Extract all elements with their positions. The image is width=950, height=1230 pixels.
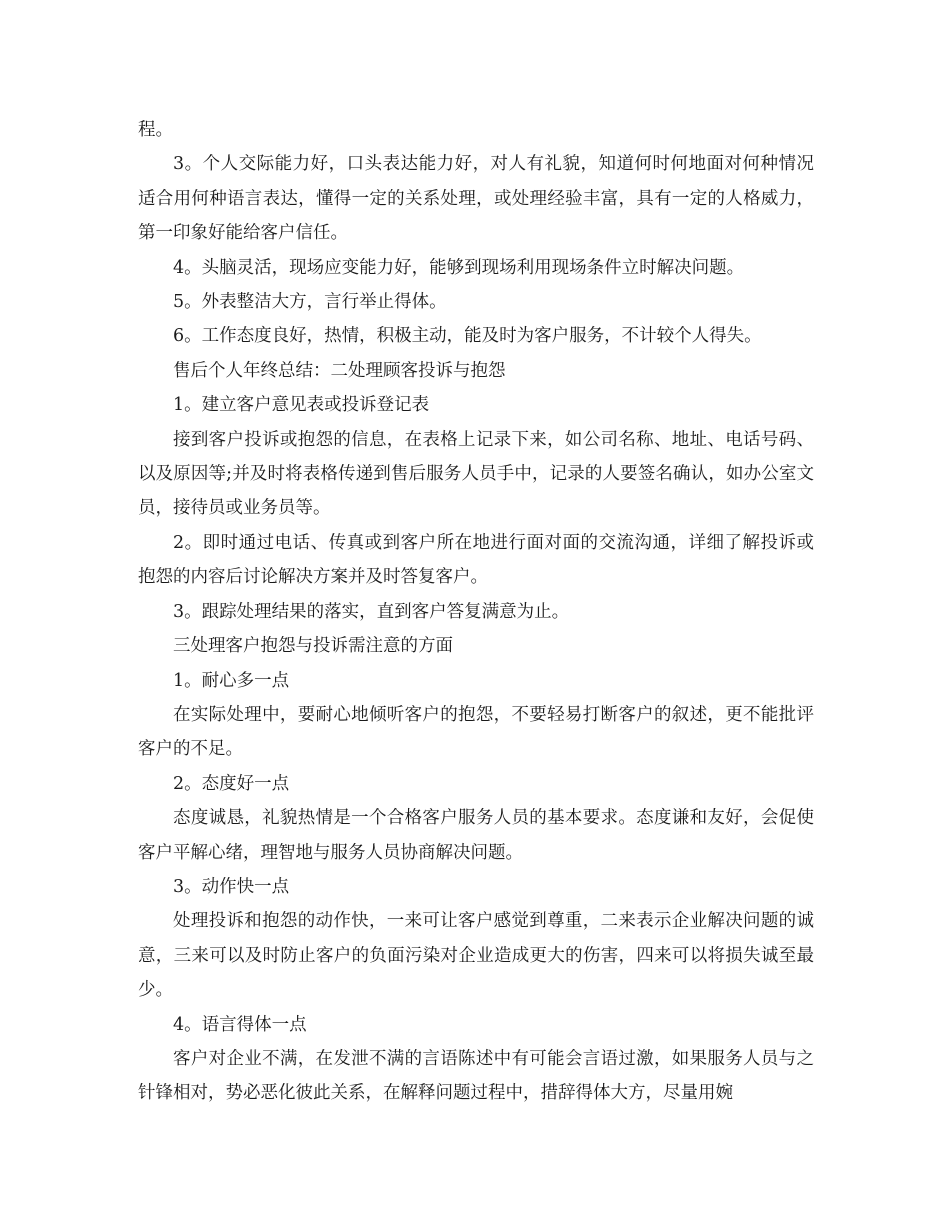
paragraph-item-2-communication: 2。即时通过电话、传真或到客户所在地进行面对面的交流沟通，详细了解投诉或抱怨的内容后讨论解决方案并及时答复客户。: [138, 532, 814, 588]
paragraph-patience-detail: 在实际处理中，要耐心地倾听客户的抱怨，不要轻易打断客户的叙述，更不能批评客户的不足。: [138, 704, 814, 760]
paragraph-speed-detail: 处理投诉和抱怨的动作快，一来可让客户感觉到尊重，二来表示企业解决问题的诚意，三来可以及时防止客户的负面污染对企业造成更大的伤害，四来可以将损失诚至最少。: [138, 911, 814, 1001]
paragraph-item-1-register: 1。建立客户意见表或投诉登记表: [173, 395, 430, 416]
paragraph-item-3-communication: 3。个人交际能力好，口头表达能力好，对人有礼貌，知道何时何地面对何种情况适合用何种语言表达，懂得一定的关系处理，或处理经验丰富，具有一定的人格威力，第一印象好能给客户信任。: [138, 154, 814, 244]
paragraph-item-2-attitude: 2。态度好一点: [173, 773, 290, 794]
document-body: [138, 113, 814, 1111]
section-heading-complaints: 售后个人年终总结：二处理顾客投诉与抱怨: [173, 360, 506, 381]
paragraph-attitude-detail: 态度诚恳，礼貌热情是一个合格客户服务人员的基本要求。态度谦和友好，会促使客户平解心绪，理智地与服务人员协商解决问题。: [138, 808, 814, 863]
paragraph-item-3-follow-up: 3。跟踪处理结果的落实，直到客户答复满意为止。: [173, 601, 570, 622]
paragraph-item-4-language: 4。语言得体一点: [173, 1014, 307, 1035]
paragraph-language-detail: 客户对企业不满，在发泄不满的言语陈述中有可能会言语过激，如果服务人员与之针锋相对，势必恶化彼此关系，在解释问题过程中，措辞得体大方，尽量用婉: [138, 1048, 814, 1104]
paragraph-item-1-patience: 1。耐心多一点: [173, 670, 290, 691]
paragraph-register-detail: 接到客户投诉或抱怨的信息，在表格上记录下来，如公司名称、地址、电话号码、以及原因等;并及时将表格传递到售后服务人员手中，记录的人要签名确认，如办公室文员，接待员或业务员等。: [138, 429, 814, 519]
section-heading-attention: 三处理客户抱怨与投诉需注意的方面: [173, 636, 453, 657]
paragraph-item-5-appearance: 5。外表整洁大方，言行举止得体。: [173, 292, 447, 313]
paragraph-item-6-attitude: 6。工作态度良好，热情，积极主动，能及时为客户服务，不计较个人得失。: [173, 326, 762, 347]
paragraph-item-3-speed: 3。动作快一点: [173, 876, 290, 897]
paragraph-continuation: 程。: [138, 120, 173, 140]
paragraph-item-4-adaptability: 4。头脑灵活，现场应变能力好，能够到现场利用现场条件立时解决问题。: [173, 257, 745, 278]
